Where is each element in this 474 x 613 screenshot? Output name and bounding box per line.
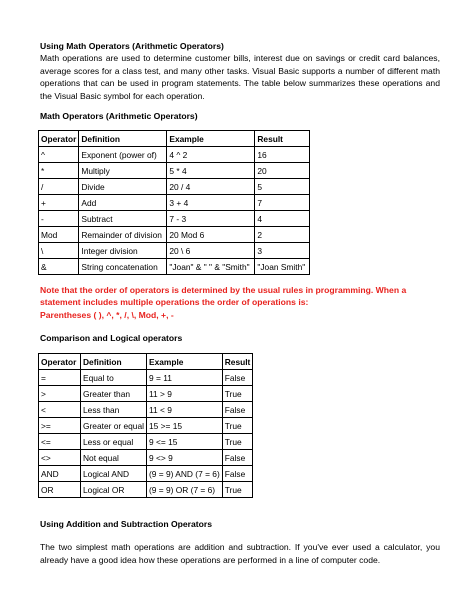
definition-cell: Logical OR xyxy=(81,482,147,498)
result-cell: "Joan Smith" xyxy=(255,259,310,275)
example-cell: 7 - 3 xyxy=(167,211,255,227)
example-cell: 9 <= 15 xyxy=(147,434,223,450)
example-cell: 11 < 9 xyxy=(147,402,223,418)
result-cell: False xyxy=(222,466,253,482)
example-cell: 4 ^ 2 xyxy=(167,147,255,163)
section-heading-math-operators: Using Math Operators (Arithmetic Operators) xyxy=(40,41,224,51)
operator-cell: - xyxy=(39,211,79,227)
definition-cell: Equal to xyxy=(81,370,147,386)
comparison-table-title: Comparison and Logical operators xyxy=(40,333,183,343)
definition-cell: Logical AND xyxy=(81,466,147,482)
result-cell: 7 xyxy=(255,195,310,211)
operator-order-note xyxy=(40,284,440,321)
result-cell: 4 xyxy=(255,211,310,227)
definition-cell: Less than xyxy=(81,402,147,418)
example-cell: "Joan" & " " & "Smith" xyxy=(167,259,255,275)
definition-cell: Remainder of division xyxy=(79,227,167,243)
operator-cell: Mod xyxy=(39,227,79,243)
operator-cell: > xyxy=(39,386,81,402)
definition-cell: Integer division xyxy=(79,243,167,259)
definition-cell: Multiply xyxy=(79,163,167,179)
result-cell: 20 xyxy=(255,163,310,179)
table-row xyxy=(39,370,253,386)
result-cell: True xyxy=(222,482,253,498)
example-cell: 9 <> 9 xyxy=(147,450,223,466)
table-row xyxy=(39,386,253,402)
result-cell: False xyxy=(222,370,253,386)
operator-cell: = xyxy=(39,370,81,386)
result-cell: True xyxy=(222,418,253,434)
definition-cell: Subtract xyxy=(79,211,167,227)
operator-precedence: Parentheses ( ), ^, *, /, \, Mod, +, - xyxy=(40,309,174,320)
example-cell: 20 Mod 6 xyxy=(167,227,255,243)
header-operator: Operator xyxy=(39,354,81,370)
table-row xyxy=(39,147,310,163)
table-row xyxy=(39,259,310,275)
header-result: Result xyxy=(222,354,253,370)
table-header-row xyxy=(39,354,253,370)
definition-cell: Not equal xyxy=(81,450,147,466)
result-cell: False xyxy=(222,450,253,466)
header-operator: Operator xyxy=(39,131,79,147)
header-example: Example xyxy=(147,354,223,370)
definition-cell: Greater than xyxy=(81,386,147,402)
definition-cell: Exponent (power of) xyxy=(79,147,167,163)
table-row xyxy=(39,179,310,195)
operator-cell: \ xyxy=(39,243,79,259)
definition-cell: Greater or equal xyxy=(81,418,147,434)
operator-cell: + xyxy=(39,195,79,211)
example-cell: 20 \ 6 xyxy=(167,243,255,259)
intro-paragraph: Math operations are used to determine customer bills, interest due on savings or credit card balances, average scores for a class test, and many other tasks. Visual Basic supports a number of different math operations that can be used in program statements. The table below summarizes these operations and the Visual Basic symbol for each operation. xyxy=(40,53,440,101)
result-cell: 3 xyxy=(255,243,310,259)
table-row xyxy=(39,243,310,259)
table-row xyxy=(39,195,310,211)
example-cell: 11 > 9 xyxy=(147,386,223,402)
example-cell: (9 = 9) AND (7 = 6) xyxy=(147,466,223,482)
table-row xyxy=(39,418,253,434)
header-definition: Definition xyxy=(81,354,147,370)
operator-cell: / xyxy=(39,179,79,195)
example-cell: 15 >= 15 xyxy=(147,418,223,434)
header-definition: Definition xyxy=(79,131,167,147)
table-row xyxy=(39,434,253,450)
header-result: Result xyxy=(255,131,310,147)
definition-cell: String concatenation xyxy=(79,259,167,275)
example-cell: 5 * 4 xyxy=(167,163,255,179)
table-row xyxy=(39,450,253,466)
comparison-operators-table xyxy=(38,353,253,498)
operator-cell: OR xyxy=(39,482,81,498)
operator-cell: * xyxy=(39,163,79,179)
example-cell: 20 / 4 xyxy=(167,179,255,195)
definition-cell: Add xyxy=(79,195,167,211)
result-cell: True xyxy=(222,386,253,402)
result-cell: 2 xyxy=(255,227,310,243)
table-row xyxy=(39,482,253,498)
result-cell: True xyxy=(222,434,253,450)
result-cell: 16 xyxy=(255,147,310,163)
example-cell: (9 = 9) OR (7 = 6) xyxy=(147,482,223,498)
note-text: Note that the order of operators is determined by the usual rules in programming. When a statement includes multiple operations the order of operations is: xyxy=(40,285,407,308)
section-heading-addition-subtraction: Using Addition and Subtraction Operators xyxy=(40,519,213,529)
operator-cell: >= xyxy=(39,418,81,434)
closing-paragraph: The two simplest math operations are addition and subtraction. If you've ever used a calculator, you already have a good idea how these operations are performed in a line of computer code. xyxy=(40,542,440,565)
operator-cell: <> xyxy=(39,450,81,466)
math-table-title: Math Operators (Arithmetic Operators) xyxy=(40,111,198,121)
table-row xyxy=(39,227,310,243)
header-example: Example xyxy=(167,131,255,147)
table-row xyxy=(39,466,253,482)
example-cell: 9 = 11 xyxy=(147,370,223,386)
result-cell: False xyxy=(222,402,253,418)
definition-cell: Divide xyxy=(79,179,167,195)
operator-cell: AND xyxy=(39,466,81,482)
table-header-row xyxy=(39,131,310,147)
table-row xyxy=(39,402,253,418)
operator-cell: <= xyxy=(39,434,81,450)
definition-cell: Less or equal xyxy=(81,434,147,450)
example-cell: 3 + 4 xyxy=(167,195,255,211)
operator-cell: ^ xyxy=(39,147,79,163)
operator-cell: & xyxy=(39,259,79,275)
table-row xyxy=(39,163,310,179)
operator-cell: < xyxy=(39,402,81,418)
table-row xyxy=(39,211,310,227)
result-cell: 5 xyxy=(255,179,310,195)
math-operators-table xyxy=(38,130,310,275)
